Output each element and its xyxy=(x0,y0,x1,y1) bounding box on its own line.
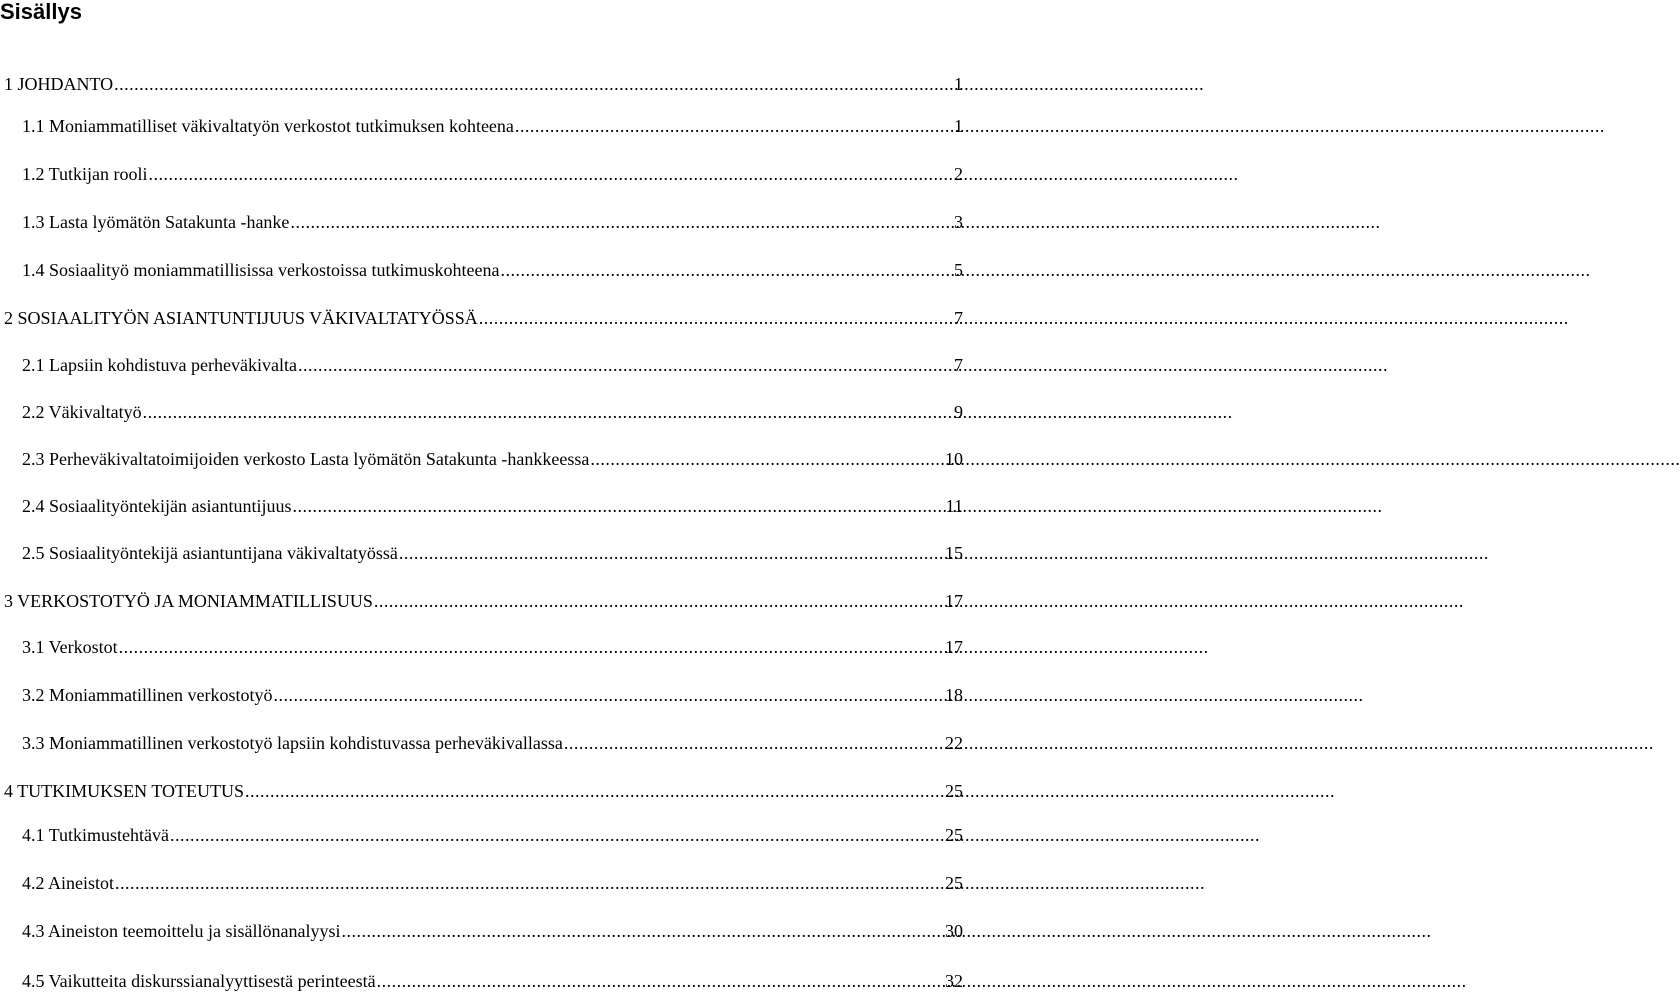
toc-dot-leader xyxy=(119,635,944,659)
toc-entry-title: 2.1 Lapsiin kohdistuva perheväkivalta xyxy=(22,355,297,375)
toc-dot-leader xyxy=(341,919,944,943)
toc-page-number: 3 xyxy=(954,212,963,232)
toc-entry[interactable] xyxy=(4,306,963,330)
toc-dot-leader xyxy=(500,258,953,282)
toc-entry[interactable] xyxy=(4,72,963,96)
toc-dot-leader xyxy=(245,779,944,803)
toc-entry-title: 1.2 Tutkijan rooli xyxy=(22,164,148,184)
toc-entry[interactable] xyxy=(22,210,963,234)
toc-dot-leader xyxy=(290,210,953,234)
toc-page-number: 1 xyxy=(954,74,963,94)
toc-page-number: 10 xyxy=(945,449,963,469)
toc-dot-leader xyxy=(170,823,944,847)
toc-entry-title: 1.1 Moniammatilliset väkivaltatyön verkostot tutkimuksen kohteena xyxy=(22,116,514,136)
toc-entry-title: 1 JOHDANTO xyxy=(4,74,114,94)
toc-entry-title: 4.2 Aineistot xyxy=(22,873,115,893)
toc-dot-leader xyxy=(590,447,944,471)
toc-entry-title: 2.5 Sosiaalityöntekijä asiantuntijana väkivaltatyössä xyxy=(22,543,398,563)
toc-entry[interactable] xyxy=(22,969,963,993)
toc-entry[interactable] xyxy=(22,494,963,518)
toc-page-number: 2 xyxy=(954,164,963,184)
toc-entry-title: 4.3 Aineiston teemoittelu ja sisällönanalyysi xyxy=(22,921,341,941)
toc-entry-title: 1.3 Lasta lyömätön Satakunta -hanke xyxy=(22,212,290,232)
toc-page-number: 15 xyxy=(945,543,963,563)
toc-entry-title: 4.1 Tutkimustehtävä xyxy=(22,825,170,845)
toc-dot-leader xyxy=(377,969,944,993)
toc-dot-leader xyxy=(399,541,944,565)
toc-entry-title: 2 SOSIAALITYÖN ASIANTUNTIJUUS VÄKIVALTATYÖSSÄ xyxy=(4,308,478,328)
toc-dot-leader xyxy=(515,114,953,138)
toc-dot-leader xyxy=(114,72,953,96)
toc-entry-title: 3.3 Moniammatillinen verkostotyö lapsiin kohdistuvassa perheväkivallassa xyxy=(22,733,563,753)
toc-entry-title: 4.5 Vaikutteita diskurssianalyyttisestä perinteestä xyxy=(22,971,376,991)
toc-page-number: 17 xyxy=(945,591,963,611)
toc-page-number: 11 xyxy=(945,496,963,516)
toc-page-number: 25 xyxy=(945,825,963,845)
toc-dot-leader xyxy=(374,589,944,613)
toc-dot-leader xyxy=(143,400,953,424)
toc-entry[interactable] xyxy=(22,400,963,424)
page-title: Sisällys xyxy=(0,0,82,24)
toc-entry[interactable] xyxy=(4,589,963,613)
toc-page-number: 25 xyxy=(945,781,963,801)
toc-entry-title: 1.4 Sosiaalityö moniammatillisissa verkostoissa tutkimuskohteena xyxy=(22,260,500,280)
toc-entry[interactable] xyxy=(22,919,963,943)
toc-page-number: 18 xyxy=(945,685,963,705)
toc-entry[interactable] xyxy=(22,258,963,282)
toc-dot-leader xyxy=(273,683,944,707)
toc-entry[interactable] xyxy=(22,353,963,377)
toc-entry[interactable] xyxy=(22,541,963,565)
toc-page-number: 5 xyxy=(954,260,963,280)
toc-page-number: 1 xyxy=(954,116,963,136)
toc-entry[interactable] xyxy=(22,162,963,186)
toc-dot-leader xyxy=(115,871,944,895)
toc-entry-title: 3 VERKOSTOTYÖ JA MONIAMMATILLISUUS xyxy=(4,591,373,611)
toc-entry[interactable] xyxy=(22,447,963,471)
toc-entry[interactable] xyxy=(22,635,963,659)
toc-dot-leader xyxy=(149,162,953,186)
toc-page-number: 7 xyxy=(954,355,963,375)
toc-entry-title: 2.3 Perheväkivaltatoimijoiden verkosto Lasta lyömätön Satakunta -hankkeessa xyxy=(22,449,590,469)
toc-entry[interactable] xyxy=(22,683,963,707)
toc-entry[interactable] xyxy=(4,779,963,803)
toc-page-number: 22 xyxy=(945,733,963,753)
toc-entry[interactable] xyxy=(22,871,963,895)
toc-page-number: 32 xyxy=(945,971,963,991)
toc-page-number: 9 xyxy=(954,402,963,422)
toc-dot-leader xyxy=(479,306,953,330)
toc-entry-title: 3.1 Verkostot xyxy=(22,637,118,657)
toc-entry-title: 3.2 Moniammatillinen verkostotyö xyxy=(22,685,273,705)
toc-entry[interactable] xyxy=(22,731,963,755)
toc-dot-leader xyxy=(564,731,944,755)
toc-dot-leader xyxy=(292,494,944,518)
toc-entry[interactable] xyxy=(22,114,963,138)
toc-page-number: 17 xyxy=(945,637,963,657)
toc-page-number: 30 xyxy=(945,921,963,941)
toc-entry-title: 2.2 Väkivaltatyö xyxy=(22,402,142,422)
toc-entry-title: 2.4 Sosiaalityöntekijän asiantuntijuus xyxy=(22,496,292,516)
toc-entry[interactable] xyxy=(22,823,963,847)
toc-page-number: 25 xyxy=(945,873,963,893)
toc-entry-title: 4 TUTKIMUKSEN TOTEUTUS xyxy=(4,781,245,801)
toc-dot-leader xyxy=(298,353,953,377)
toc-page-number: 7 xyxy=(954,308,963,328)
